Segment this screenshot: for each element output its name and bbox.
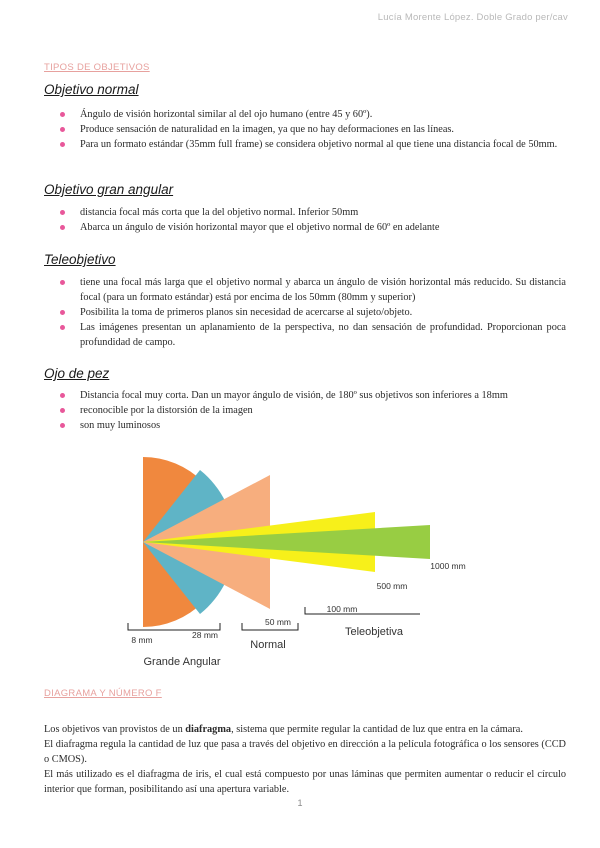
section-heading-diafragma: DIAGRAMA Y NÚMERO F — [44, 688, 162, 699]
list-normal — [60, 107, 566, 152]
heading-objetivo-normal: Objetivo normal — [44, 82, 139, 97]
bullet-icon — [60, 393, 65, 398]
label-8mm: 8 mm — [131, 635, 153, 645]
heading-ojo-de-pez: Ojo de pez — [44, 366, 110, 381]
label-100mm: 100 mm — [326, 604, 358, 614]
list-item: Distancia focal muy corta. Dan un mayor ángulo de visión, de 180º sus objetivos son inferiores a 18mm — [60, 388, 566, 403]
list-gran-angular — [60, 205, 566, 235]
focal-length-diagram — [120, 455, 480, 677]
bullet-icon — [60, 280, 65, 285]
bullet-icon — [60, 210, 65, 215]
list-teleobjetivo — [60, 275, 566, 350]
bracket-teleobjetiva — [305, 607, 420, 614]
list-item: distancia focal más corta que la del objetivo normal. Inferior 50mm — [60, 205, 566, 220]
bullet-icon — [60, 408, 65, 413]
bullet-icon — [60, 112, 65, 117]
list-item: Para un formato estándar (35mm full frame) se considera objetivo normal al que tiene una distancia focal de 50mm. — [60, 137, 566, 152]
bracket-grande-angular — [128, 623, 220, 630]
label-28mm: 28 mm — [192, 630, 218, 640]
paragraph-diafragma-3: El más utilizado es el diafragma de iris, el cual está compuesto por unas láminas que permiten aumentar o reducir el círculo interior que forman, posibilitando así una apertura variable. — [44, 769, 566, 795]
label-1000mm: 1000 mm — [430, 561, 466, 571]
list-item: son muy luminosos — [60, 418, 566, 433]
heading-teleobjetivo: Teleobjetivo — [44, 252, 116, 267]
list-item: Produce sensación de naturalidad en la imagen, ya que no hay deformaciones en las líneas. — [60, 122, 566, 137]
list-item: tiene una focal más larga que el objetivo normal y abarca un ángulo de visión horizontal más reducido. Su distancia focal (para un formato estándar) está por encima de los 50mm (80mm y superior) — [60, 275, 566, 305]
list-item: reconocible por la distorsión de la imagen — [60, 403, 566, 418]
list-item: Posibilita la toma de primeros planos sin necesidad de acercarse al sujeto/objeto. — [60, 305, 566, 320]
bullet-icon — [60, 225, 65, 230]
page-header: Lucía Morente López. Doble Grado per/cav — [377, 12, 568, 23]
bullet-icon — [60, 423, 65, 428]
label-grande-angular: Grande Angular — [143, 656, 221, 668]
label-500mm: 500 mm — [376, 581, 408, 591]
section-heading-tipos: TIPOS DE OBJETIVOS — [44, 62, 150, 73]
list-item: Ángulo de visión horizontal similar al del ojo humano (entre 45 y 60º). — [60, 107, 566, 122]
label-50mm: 50 mm — [265, 617, 291, 627]
page-number: 1 — [297, 798, 303, 808]
list-item: Abarca un ángulo de visión horizontal mayor que el objetivo normal de 60º en adelante — [60, 220, 566, 235]
list-ojo-de-pez — [60, 388, 566, 433]
list-item: Las imágenes presentan un aplanamiento de la perspectiva, no dan sensación de profundidad. Proporcionan poca profundidad de campo. — [60, 320, 566, 350]
label-normal: Normal — [250, 639, 286, 651]
label-teleobjetiva: Teleobjetiva — [344, 626, 404, 638]
bullet-icon — [60, 325, 65, 330]
bullet-icon — [60, 142, 65, 147]
paragraph-diafragma-2: El diafragma regula la cantidad de luz que pasa a través del objetivo en dirección a la película fotográfica o los sensores (CCD o CMOS). — [44, 739, 566, 765]
bullet-icon — [60, 310, 65, 315]
fan-layers — [143, 457, 430, 627]
bullet-icon — [60, 127, 65, 132]
heading-gran-angular: Objetivo gran angular — [44, 182, 174, 197]
paragraph-diafragma-1: Los objetivos van provistos de un diafragma, sistema que permite regular la cantidad de luz que entra en la cámara. — [44, 724, 523, 735]
